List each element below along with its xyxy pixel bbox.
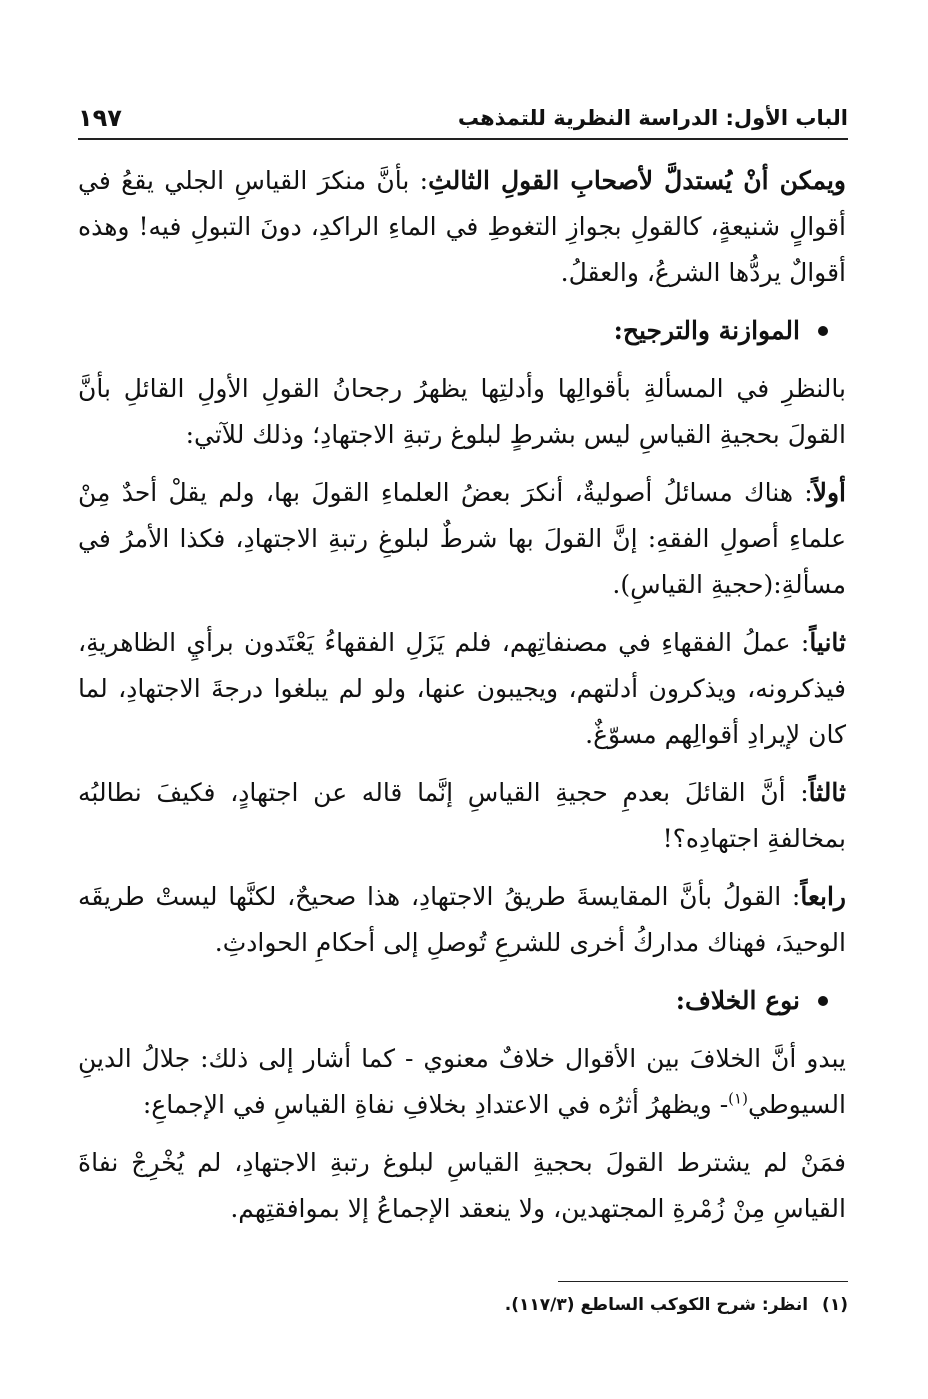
paragraph-lead: ويمكن أنْ يُستدلَّ لأصحابِ القولِ الثالثِ: [428, 166, 846, 195]
section-heading-disagreement-type: [78, 978, 846, 1024]
paragraph-third-opinion-argument: [78, 158, 846, 296]
paragraph-fourth-reason: [78, 874, 846, 966]
paragraph-lead: ثالثاً: [808, 778, 846, 807]
paragraph-lead: رابعاً: [800, 882, 846, 911]
section-heading-comparison: [78, 308, 846, 354]
footnote-divider: [558, 1281, 848, 1282]
paragraph-text: : القولُ بأنَّ المقايسةَ طريقُ الاجتهادِ، هذا صحيحٌ، لكنَّها ليستْ طريقَه الوحيدَ، فهناك مداركُ أخرى للشرعِ تُوصلِ إلى أحكامِ الحوادثِ.: [78, 882, 846, 957]
page-number: ١٩٧: [78, 104, 122, 132]
paragraph-text: : هناك مسائلُ أصوليةٌ، أنكرَ بعضُ العلماءِ القولَ بها، ولم يقلْ أحدٌ مِنْ علماءِ أصولِ الفقهِ: إنَّ القولَ بها شرطٌ لبلوغِ رتبةِ الاجتهادِ، فكذا الأمرُ في مسألةِ:(حجيةِ القياسِ).: [78, 478, 846, 599]
heading-text: الموازنة والترجيح:: [613, 316, 800, 345]
header-divider: [78, 138, 848, 140]
paragraph-consensus: فمَنْ لم يشترط القولَ بحجيةِ القياسِ لبلوغ رتبةِ الاجتهادِ، لم يُخْرِجْ نفاةَ القياسِ مِنْ زُمْرةِ المجتهدين، ولا ينعقد الإجماعُ إلا بموافقتِهم.: [78, 1148, 846, 1223]
bullet-icon: [818, 326, 828, 336]
footnote-text: انظر: شرح الكوكب الساطع (١١٧/٣).: [504, 1295, 809, 1315]
footnote-reference[interactable]: (١): [728, 1089, 748, 1108]
footnote: [78, 1290, 848, 1320]
bullet-icon: [818, 996, 828, 1006]
paragraph-text: - ويظهرُ أثرُه في الاعتدادِ بخلافِ نفاةِ القياسِ في الإجماعِ:: [142, 1090, 729, 1119]
paragraph-lead: أولاً: [812, 478, 846, 507]
paragraph-text: : عملُ الفقهاءِ في مصنفاتِهم، فلم يَزَلِ الفقهاءُ يَعْتَدون برأيِ الظاهريةِ، فيذكرونه، ويذكرون أدلتهم، ويجيبون عنها، ولو لم يبلغوا درجةَ الاجتهادِ، لما كان لإيرادِ أقوالِهم مسوّغٌ.: [78, 628, 846, 749]
paragraph-lead: ثانياً: [809, 628, 847, 657]
heading-text: نوع الخلاف:: [675, 986, 800, 1015]
paragraph-disagreement: [78, 1036, 846, 1128]
paragraph-text: : أنَّ القائلَ بعدمِ حجيةِ القياسِ إنَّما قاله عن اجتهادٍ، فكيفَ نطالبُه بمخالفةِ اجتهادِه؟!: [78, 778, 846, 853]
paragraph-text: يبدو أنَّ الخلافَ بين الأقوال خلافٌ معنوي - كما أشار إلى ذلك: جلالُ الدينِ السيوطي: [78, 1044, 846, 1119]
main-text: [78, 158, 846, 1244]
paragraph-text: : بأنَّ منكرَ القياسِ الجلي يقعُ في أقوالٍ شنيعةٍ، كالقولِ بجوازِ التغوطِ في الماءِ الراكدِ، دونَ التبولِ فيه! وهذه أقوالٌ يردُّها الشرعُ، والعقلُ.: [78, 166, 846, 287]
chapter-title: الباب الأول: الدراسة النظرية للتمذهب: [457, 106, 848, 130]
paragraph-third-reason: [78, 770, 846, 862]
footnote-number: (١): [822, 1295, 848, 1315]
paragraph-second-reason: [78, 620, 846, 758]
paragraph-conclusion: بالنظرِ في المسألةِ بأقوالِها وأدلتِها يظهرُ رجحانُ القولِ الأولِ القائلِ بأنَّ القولَ بحجيةِ القياسِ ليس بشرطٍ لبلوغ رتبةِ الاجتهادِ؛ وذلك للآتي:: [78, 374, 846, 449]
running-header: [78, 98, 848, 138]
paragraph-first-reason: [78, 470, 846, 608]
